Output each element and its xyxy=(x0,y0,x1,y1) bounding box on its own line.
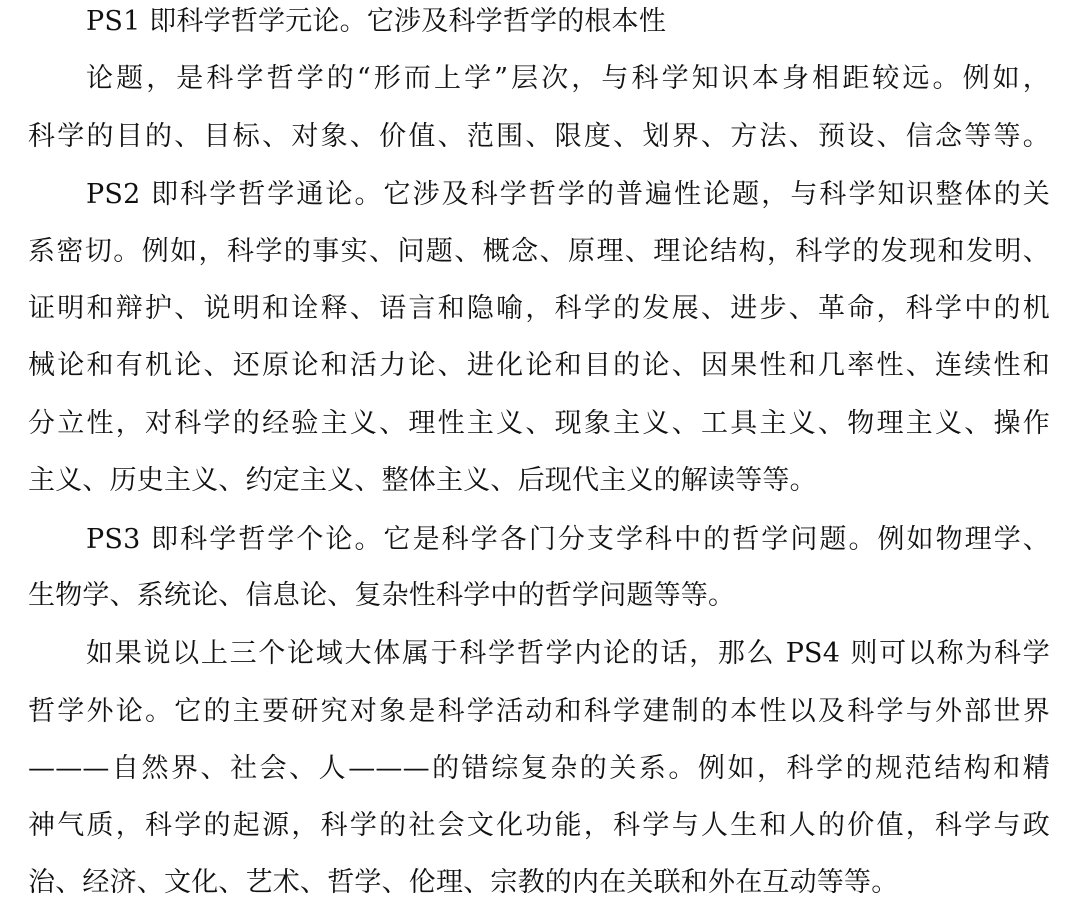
text-line-6: 证明和辩护、说明和诠释、语言和隐喻，科学的发展、进步、革命，科学中的机 xyxy=(28,293,1050,324)
text-line-10: PS3 即科学哲学个论。它是科学各门分支学科中的哲学问题。例如物理学、 xyxy=(86,524,1050,555)
text-line-12: 如果说以上三个论域大体属于科学哲学内论的话，那么 PS4 则可以称为科学 xyxy=(86,638,1050,669)
text-line-7: 械论和有机论、还原论和活力论、进化论和目的论、因果性和几率性、连续性和 xyxy=(28,350,1050,381)
text-line-1: PS1 即科学哲学元论。它涉及科学哲学的根本性 xyxy=(86,6,667,37)
text-line-13: 哲学外论。它的主要研究对象是科学活动和科学建制的本性以及科学与外部世界 xyxy=(28,696,1050,727)
text-line-8: 分立性，对科学的经验主义、理性主义、现象主义、工具主义、物理主义、操作 xyxy=(28,408,1050,439)
text-line-11: 生物学、系统论、信息论、复杂性科学中的哲学问题等等。 xyxy=(28,580,736,611)
text-line-9: 主义、历史主义、约定主义、整体主义、后现代主义的解读等等。 xyxy=(28,465,817,496)
text-line-14: ———自然界、社会、人———的错综复杂的关系。例如，科学的规范结构和精 xyxy=(28,753,1050,784)
text-line-16: 治、经济、文化、艺术、哲学、伦理、宗教的内在关联和外在互动等等。 xyxy=(28,867,899,898)
text-line-5: 系密切。例如，科学的事实、问题、概念、原理、理论结构，科学的发现和发明、 xyxy=(28,236,1050,267)
text-line-15: 神气质，科学的起源，科学的社会文化功能，科学与人生和人的价值，科学与政 xyxy=(28,810,1050,841)
text-line-3: 科学的目的、目标、对象、价值、范围、限度、划界、方法、预设、信念等等。 xyxy=(28,121,1050,152)
text-line-4: PS2 即科学哲学通论。它涉及科学哲学的普遍性论题，与科学知识整体的关 xyxy=(86,179,1050,210)
text-line-2: 论题，是科学哲学的“形而上学”层次，与科学知识本身相距较远。例如， xyxy=(86,63,1050,94)
